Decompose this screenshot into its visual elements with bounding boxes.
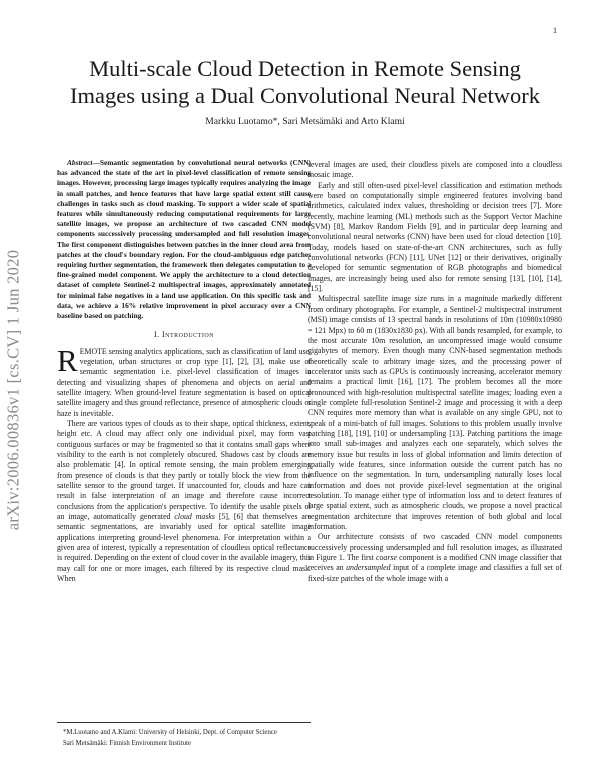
dropcap: R bbox=[57, 342, 78, 378]
right-paragraph-1: Early and still often-used pixel-level classification and estimation methods were based on computationally simple engineered features involving band arithmetics, calculated index values, thresholding or decision trees [7]. More recently, machine learning (ML) methods such as the Support Vector Machine (SVM) [8], Markov Random Fields [9], and in particular deep learning and convolutional neural networks (CNN) have been used for cloud detection [10]. Today, models based on state-of-the-art CNN architectures, such as fully convolutional networks (FCN) [11], UNet [12] or their derivatives, originally developed for semantic segmentation of RGB photographs and biomedical images, are increasingly being used also for remote sensing [13], [10], [14], [15]. bbox=[308, 180, 562, 294]
title-line-2: Images using a Dual Convolutional Neural Network bbox=[70, 83, 540, 108]
cloud-masks-emphasis: cloud masks bbox=[174, 512, 215, 522]
abstract-lead: Abstract bbox=[67, 158, 93, 167]
intro-paragraph-2: There are various types of clouds as to their shape, optical thickness, extent, height etc. A cloud may affect only one individual pixel, may form vast contiguous surfaces or may be fragmented so that it contains small gaps where visibility to the earth is not completely obscured. Shadows cast by clouds are also problematic [4]. In optical remote sensing, the main problem emerging from presence of clouds is that they partly or totally block the view from the satellite sensor to the ground target. If unaccounted for, clouds and haze can result in false interpretation of an image and therefore cause incorrect conclusions from the application's perspective. To identify the usable pixels of an image, automatically generated cloud masks [5], [6] that themselves are semantic segmentations, are invariably used for optical satellite image applications interpreting ground-level phenomena. For interpretation within a given area of interest, typically a representation of cloudless optical reflectance is required. Depending on the extent of cloud cover in the available imagery, this may call for one or more images, each filtered by its respective cloud mask. When bbox=[57, 419, 312, 584]
paper-title bbox=[40, 55, 570, 109]
coarse-emphasis: coarse bbox=[376, 553, 397, 563]
right-column bbox=[308, 160, 562, 584]
intro bbox=[57, 342, 312, 585]
right-paragraph-2: Multispectral satellite image size runs in a magnitude markedly different from ordinary photographs. For example, a Sentinel-2 multispectral instrument (MSI) image consists of 13 spectral bands in resolutions of 10m (10980x10980 = 121 Mpx) to 60 m (1830x1830 px). With all bands resampled, for example, to the most accurate 10m resolution, an uncompressed image would consume gigabytes of memory. Even though many CNN-based segmentation methods theoretically scale to arbitrary image sizes, and the processing power of accelerator units such as GPUs is continuously increasing, accelerator memory remains a practical limit [16], [17]. The problem becomes all the more pronounced with high-resolution multispectral satellite images; loading even a single complete full-resolution Sentinel-2 image and processing it with a deep CNN requires more memory than what is available on any single GPU, not to speak of a mini-batch of full images. Solutions to this problem usually involve patching [18], [19], [10] or undersampling [13]. Patching partitions the image into small sub-images and analyzes each one separately, which solves the memory issue but results in loss of global information and limits detection of spatially wide features, since information outside the current patch has no influence on the segmentation. In turn, undersampling naturally loses local information and does not provide pixel-level segmentation at the original resolution. To manage either type of information loss and to detect features of large spatial extent, such as atmospheric clouds, we propose a novel practical segmentation architecture that improves retention of both global and local information. bbox=[308, 294, 562, 532]
arxiv-stamp-text: arXiv:2006.00836v1 [cs.CV] 1 Jun 2020 bbox=[3, 249, 23, 531]
left-column bbox=[57, 158, 311, 585]
section-heading: I. Introduction bbox=[153, 330, 215, 340]
arxiv-stamp bbox=[5, 180, 21, 600]
intro-paragraph-1 bbox=[57, 342, 311, 419]
footnotes bbox=[57, 722, 311, 748]
intro-p1-text: EMOTE sensing analytics applications, such as classification of land use, vegetation, urban structures or crop type [1], [2], [3], make use of semantic segmentation i.e. pixel-level classification of images in detecting and visualizing shapes of phenomena and objects on aerial and satellite imagery. When ground-level feature segmentation is based on optical satellite imagery and thus ground reflectance, presence of atmospheric clouds or haze is inevitable. bbox=[57, 346, 311, 418]
undersampled-emphasis: undersampled bbox=[346, 563, 391, 573]
footnote-2: Sari Metsämäki: Finnish Environment Institute bbox=[63, 739, 191, 747]
right-paragraph-0: several images are used, their cloudless pixels are composed into a cloudless mosaic image. bbox=[308, 160, 562, 180]
abstract-text: —Semantic segmentation by convolutional neural networks (CNN) has advanced the state of the art in pixel-level classification of remote sensing images. However, processing large images typically requires analyzing the image in small patches, and hence features that have large spatial extent still cause challenges in tasks such as cloud masking. To support a wider scale of spatial features while simultaneously reducing computational requirements for large satellite images, we propose an architecture of two cascaded CNN model components successively processing undersampled and full resolution images. The first component distinguishes between patches in the inner cloud area from patches at the cloud's boundary region. For the cloud-ambiguous edge patches requiring further segmentation, the framework then delegates computation to a fine-grained model component. We apply the architecture to a cloud detection dataset of complete Sentinel-2 multispectral images, approximately annotated for minimal false negatives in a land use application. On this specific task and data, we achieve a 16% relative improvement in pixel accuracy over a CNN baseline based on patching. bbox=[57, 158, 311, 321]
right-paragraph-3: Our architecture consists of two cascaded CNN model components successively processing undersampled and full resolution images, as illustrated in Figure 1. The first coarse component is a modified CNN image classifier that receives an undersampled input of a complete image and classifies a full set of fixed-size patches of the whole image with a bbox=[308, 532, 562, 583]
footnote-1: *M.Luotamo and A.Klami: University of Helsinki, Dept. of Computer Science bbox=[63, 729, 277, 736]
abstract bbox=[57, 158, 311, 321]
authors: Markku Luotamo*, Sari Metsämäki and Arto Klami bbox=[205, 116, 405, 127]
title-line-1: Multi-scale Cloud Detection in Remote Sensing bbox=[89, 56, 521, 81]
page-number: 1 bbox=[553, 26, 557, 35]
